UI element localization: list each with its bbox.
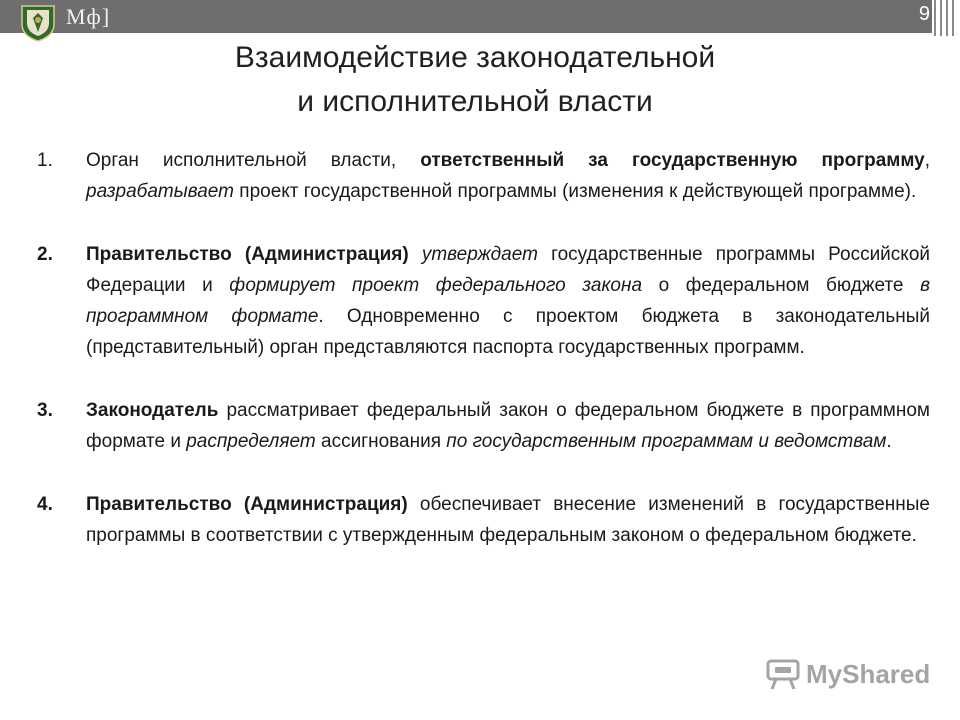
text-run: о федеральном бюджете [642, 275, 921, 296]
list-item [37, 145, 930, 207]
list-item-text [86, 145, 930, 207]
bold-phrase: Правительство (Администрация) [86, 494, 408, 515]
slide-title-line-1: Взаимодействие законодательной [234, 41, 716, 74]
text-run: , [924, 150, 930, 171]
list-item [37, 489, 930, 551]
italic-phrase: формирует проект федерального закона [229, 275, 643, 296]
header-divider [952, 0, 954, 36]
header-divider [940, 0, 942, 36]
list-item-number: 1. [37, 150, 53, 171]
text-run: . [886, 431, 892, 452]
list-item [37, 395, 930, 457]
italic-phrase: по государственным программам и ведомствам [446, 431, 887, 452]
list-item-text [86, 395, 930, 457]
text-run: рассматривает федеральный закон о федеральном бюджете в программном формате и [86, 400, 930, 452]
logo-text: Мф] [66, 4, 111, 29]
text-run: обеспечивает внесение изменений в государственные программы в соответствии с утвержденным федеральным законом о федеральном бюджете. [86, 494, 930, 546]
text-run: государственные программы Российской Федерации и [86, 244, 930, 296]
slide-title [0, 36, 950, 124]
list-item-number: 2. [37, 244, 53, 265]
header-bar [0, 0, 932, 33]
bold-phrase: Законодатель [86, 400, 219, 421]
watermark-text: MyShared [806, 658, 931, 689]
italic-phrase: распределяет [186, 431, 316, 452]
text-run: проект государственной программы (изменения к действующей программе). [234, 181, 917, 202]
text-run: ассигнования [315, 431, 447, 452]
watermark [764, 656, 930, 692]
list-item [37, 239, 930, 363]
header-divider [934, 0, 936, 36]
presentation-board-icon [764, 657, 802, 691]
header-divider [946, 0, 948, 36]
list-item-text [86, 489, 930, 551]
list-item-text [86, 239, 930, 363]
bold-phrase: Правительство (Администрация) [86, 244, 409, 265]
text-run: . Одновременно с проектом бюджета в законодательный (представительный) орган представляются паспорта государственных программ. [86, 306, 930, 358]
slide-title-line-2: и исполнительной власти [297, 85, 653, 118]
bold-phrase: ответственный за государственную программу [420, 150, 925, 171]
list-item-number: 3. [37, 400, 53, 421]
list-item-number: 4. [37, 494, 53, 515]
italic-phrase: утверждает [421, 244, 538, 265]
italic-phrase: в программном формате [86, 275, 930, 327]
slide-number: 9 [918, 3, 930, 25]
numbered-list [37, 145, 930, 583]
text-run: Орган исполнительной власти, [86, 150, 421, 171]
text-run [409, 244, 422, 265]
italic-phrase: разрабатывает [86, 181, 234, 202]
